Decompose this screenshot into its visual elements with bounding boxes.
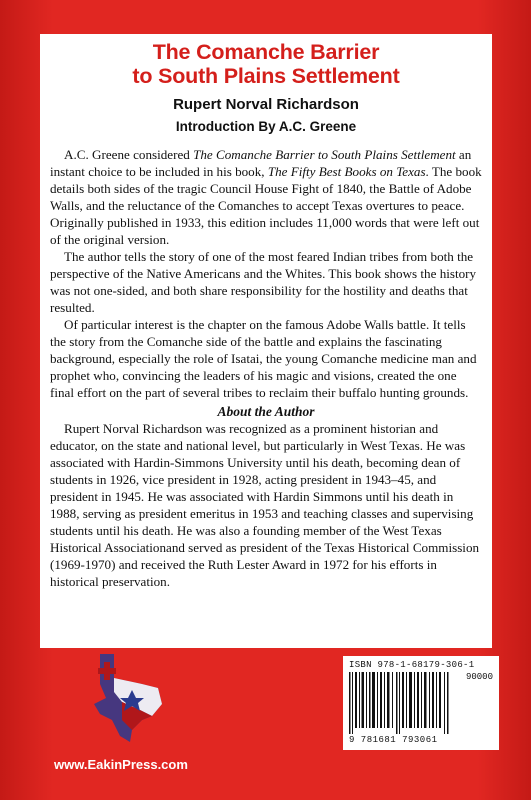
author-name: Rupert Norval Richardson bbox=[173, 96, 359, 113]
paragraph-2: The author tells the story of one of the most feared Indian tribes from both the perspective of the Native Americans and the Whites. This book shows the history was not one-sided, and both share responsibility for the hostility and deaths that resulted. bbox=[50, 249, 477, 315]
p1-text-a: A.C. Greene considered bbox=[64, 147, 194, 162]
barcode-number: 9 781681 793061 bbox=[349, 735, 438, 745]
introduction-credit: Introduction By A.C. Greene bbox=[175, 119, 357, 134]
p1-text-b: an instant choice to be included in his book, bbox=[50, 147, 472, 179]
paragraph-about-author: Rupert Norval Richardson was recognized as a prominent historian and educator, on the state and national level, but particularly in West Texas. He was associated with Hardin-Simmons University until his death, becoming dean of students in 1926, vice president in 1928, acting president in 1943–45, and president in 1945. He was associated with Hardin Simmons until his death in 1988, serving as president emeritus in 1953 and teaching classes and supervising students until his death. He was also a founding member of the West Texas Historical Associationand served as president of the Texas Historical Commission (1969-1970) and received the Ruth Lester Award in 1972 for his efforts in historical preservation. bbox=[50, 421, 480, 589]
texas-map-logo bbox=[92, 654, 164, 742]
barcode-icon bbox=[349, 672, 449, 734]
title-line-1: The Comanche Barrier bbox=[152, 40, 380, 64]
blurb bbox=[50, 146, 482, 590]
price-code: 90000 bbox=[465, 672, 493, 682]
back-cover-panel bbox=[40, 34, 492, 648]
p1-text-c: . The book details both sides of the tragic Council House Fight of 1840, the Battle of Adobe Walls, and the reluctance of the Comanches to accept Texas overtures to peace. Originally published in 1933, this edition includes 11,000 words that were left out of the original version. bbox=[50, 164, 482, 247]
paragraph-3: Of particular interest is the chapter on the famous Adobe Walls battle. It tells the story from the Comanche side of the battle and explains the fascinating background, especially the role of Isatai, the young Comanche medicine man and prophet who, convincing the leaders of his magic and visions, created the one final effort on the part of several tribes to reclaim their buffalo hunting grounds. bbox=[50, 317, 477, 400]
title-line-2: to South Plains Settlement bbox=[132, 64, 400, 88]
publisher-website[interactable]: www.EakinPress.com bbox=[54, 757, 188, 772]
isbn-text: ISBN 978-1-68179-306-1 bbox=[349, 660, 475, 670]
paragraph-1 bbox=[50, 146, 482, 248]
barcode-box bbox=[343, 656, 499, 750]
p1-book-title: The Comanche Barrier to South Plains Settlement bbox=[193, 147, 456, 162]
about-author-heading: About the Author bbox=[217, 404, 315, 419]
p1-book-title-2: The Fifty Best Books on Texas bbox=[267, 164, 426, 179]
book-title bbox=[50, 40, 482, 88]
